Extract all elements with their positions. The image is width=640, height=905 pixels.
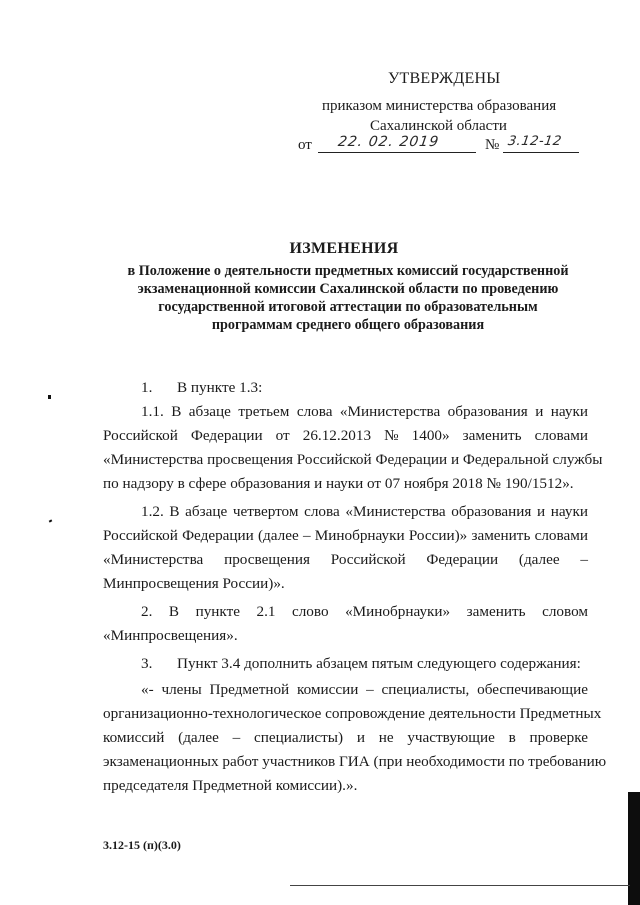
subtitle-line: экзаменационной комиссии Сахалинской области по проведению (137, 281, 559, 297)
subtitle-line: в Положение о деятельности предметных комиссий государственной (127, 263, 569, 279)
word: «- (141, 681, 154, 698)
word: комиссий (103, 729, 165, 746)
subtitle-line: программам среднего общего образования (211, 317, 485, 333)
word: заменить (471, 527, 531, 544)
word: образования (447, 403, 528, 420)
handwritten-number: 3.12-12 (506, 134, 563, 149)
word: и (537, 503, 546, 520)
word: В (168, 603, 180, 620)
item-2-line-1 (103, 603, 588, 627)
word: заменить (466, 603, 526, 620)
word: обеспечивающие (477, 681, 588, 698)
document-subtitle (108, 262, 588, 334)
word: пункте (195, 603, 240, 620)
word: четвертом (232, 503, 299, 520)
word: слова (296, 403, 333, 420)
approval-title: УТВЕРЖДЕНЫ (388, 70, 501, 87)
item-1-1 (103, 403, 603, 499)
item-1-2-line-4: Минпросвещения России)». (103, 575, 285, 592)
word: «Министерства (103, 551, 204, 568)
word: комиссии (296, 681, 359, 698)
date-prefix: от (298, 137, 312, 153)
word: 1400» (411, 427, 450, 444)
number-underline (503, 152, 579, 153)
item-2-line-2: «Минпросвещения». (103, 627, 238, 644)
word: абзаце (188, 403, 231, 420)
word: Российской (103, 527, 178, 544)
word: 2. (141, 603, 153, 620)
item-1-1-line-4: по надзору в сфере образования и науки от 07 ноября 2018 № 190/1512». (103, 475, 574, 492)
item-1-1-line-3: «Министерства просвещения Российской Федерации и Федеральной службы (103, 451, 603, 468)
quote-line-4: экзаменационных работ участников ГИА (при необходимости по требованию (103, 753, 607, 770)
word: № (384, 427, 399, 444)
word: 26.12.2013 (302, 427, 372, 444)
word: просвещения (224, 551, 310, 568)
word: и (356, 729, 365, 746)
scan-speck (49, 519, 53, 522)
item-1-2-line-3 (103, 551, 588, 575)
word: Федерации (426, 551, 499, 568)
word: Предметной (209, 681, 290, 698)
item-3 (103, 655, 588, 673)
word: России)» (408, 527, 468, 544)
item-1-2 (103, 503, 588, 599)
scan-bottom-line (290, 885, 630, 886)
item-text: Пункт 3.4 дополнить абзацем пятым следующего содержания: (177, 655, 581, 672)
quote-line-2: организационно-технологическое сопровождение деятельности Предметных (103, 705, 602, 722)
word: (далее (518, 551, 560, 568)
document-title: ИЗМЕНЕНИЯ (289, 240, 399, 257)
word: – (302, 527, 311, 544)
word: В (169, 503, 180, 520)
word: специалисты, (381, 681, 470, 698)
word: заменить (462, 427, 522, 444)
word: «Минобрнауки» (345, 603, 451, 620)
word: (далее (258, 527, 299, 544)
item-number: 3. (141, 655, 153, 672)
quote-line-5: председателя Предметной комиссии).». (103, 777, 358, 794)
word: специалисты) (253, 729, 344, 746)
item-1-2-line-1 (103, 503, 588, 527)
approval-date-number-row (298, 135, 598, 157)
word: В (171, 403, 182, 420)
word: – (580, 551, 588, 568)
word: 2.1 (256, 603, 276, 620)
item-number: 1. (141, 379, 153, 396)
number-prefix: № (485, 137, 500, 153)
item-text: В пункте 1.3: (177, 379, 263, 396)
scan-edge-shadow (628, 792, 640, 905)
date-underline (318, 152, 476, 153)
quote-line-1 (103, 681, 588, 705)
word: в (508, 729, 516, 746)
word: Российской (330, 551, 406, 568)
item-1-1-line-2 (103, 427, 588, 451)
word: Федерации (182, 527, 254, 544)
word: Российской (103, 427, 178, 444)
word: абзаце (185, 503, 228, 520)
subtitle-line: государственной итоговой аттестации по образовательным (158, 299, 538, 315)
word: Федерации (190, 427, 263, 444)
item-3-line (103, 655, 588, 673)
quoted-paragraph (103, 681, 607, 801)
word: «Министерства (339, 403, 441, 420)
scan-speck (48, 395, 51, 399)
word: словами (534, 427, 588, 444)
approval-line-ministry: приказом министерства образования (322, 98, 557, 114)
document-code: 3.12-15 (п)(3.0) (103, 838, 181, 852)
word: члены (161, 681, 202, 698)
word: третьем (238, 403, 290, 420)
item-1 (103, 379, 588, 397)
item-1-1-line-1 (103, 403, 588, 427)
word: 1.1. (141, 403, 164, 420)
item-1-2-line-2 (103, 527, 588, 551)
word: науки (550, 503, 588, 520)
word: и (535, 403, 544, 420)
approval-line-region: Сахалинской области (370, 118, 507, 134)
word: «Министерства (345, 503, 446, 520)
word: 1.2. (141, 503, 164, 520)
quote-line-3 (103, 729, 588, 753)
item-1-line (103, 379, 588, 397)
word: участвующие (407, 729, 495, 746)
handwritten-date: 22. 02. 2019 (336, 134, 441, 150)
word: не (378, 729, 394, 746)
word: науки (550, 403, 588, 420)
word: – (232, 729, 241, 746)
item-2 (103, 603, 588, 651)
word: словом (542, 603, 588, 620)
word: – (366, 681, 374, 698)
word: образования (451, 503, 532, 520)
word: слова (304, 503, 340, 520)
word: слово (291, 603, 329, 620)
word: от (275, 427, 290, 444)
word: (далее (178, 729, 219, 746)
word: проверке (529, 729, 588, 746)
word: словами (534, 527, 588, 544)
word: Минобрнауки (314, 527, 405, 544)
